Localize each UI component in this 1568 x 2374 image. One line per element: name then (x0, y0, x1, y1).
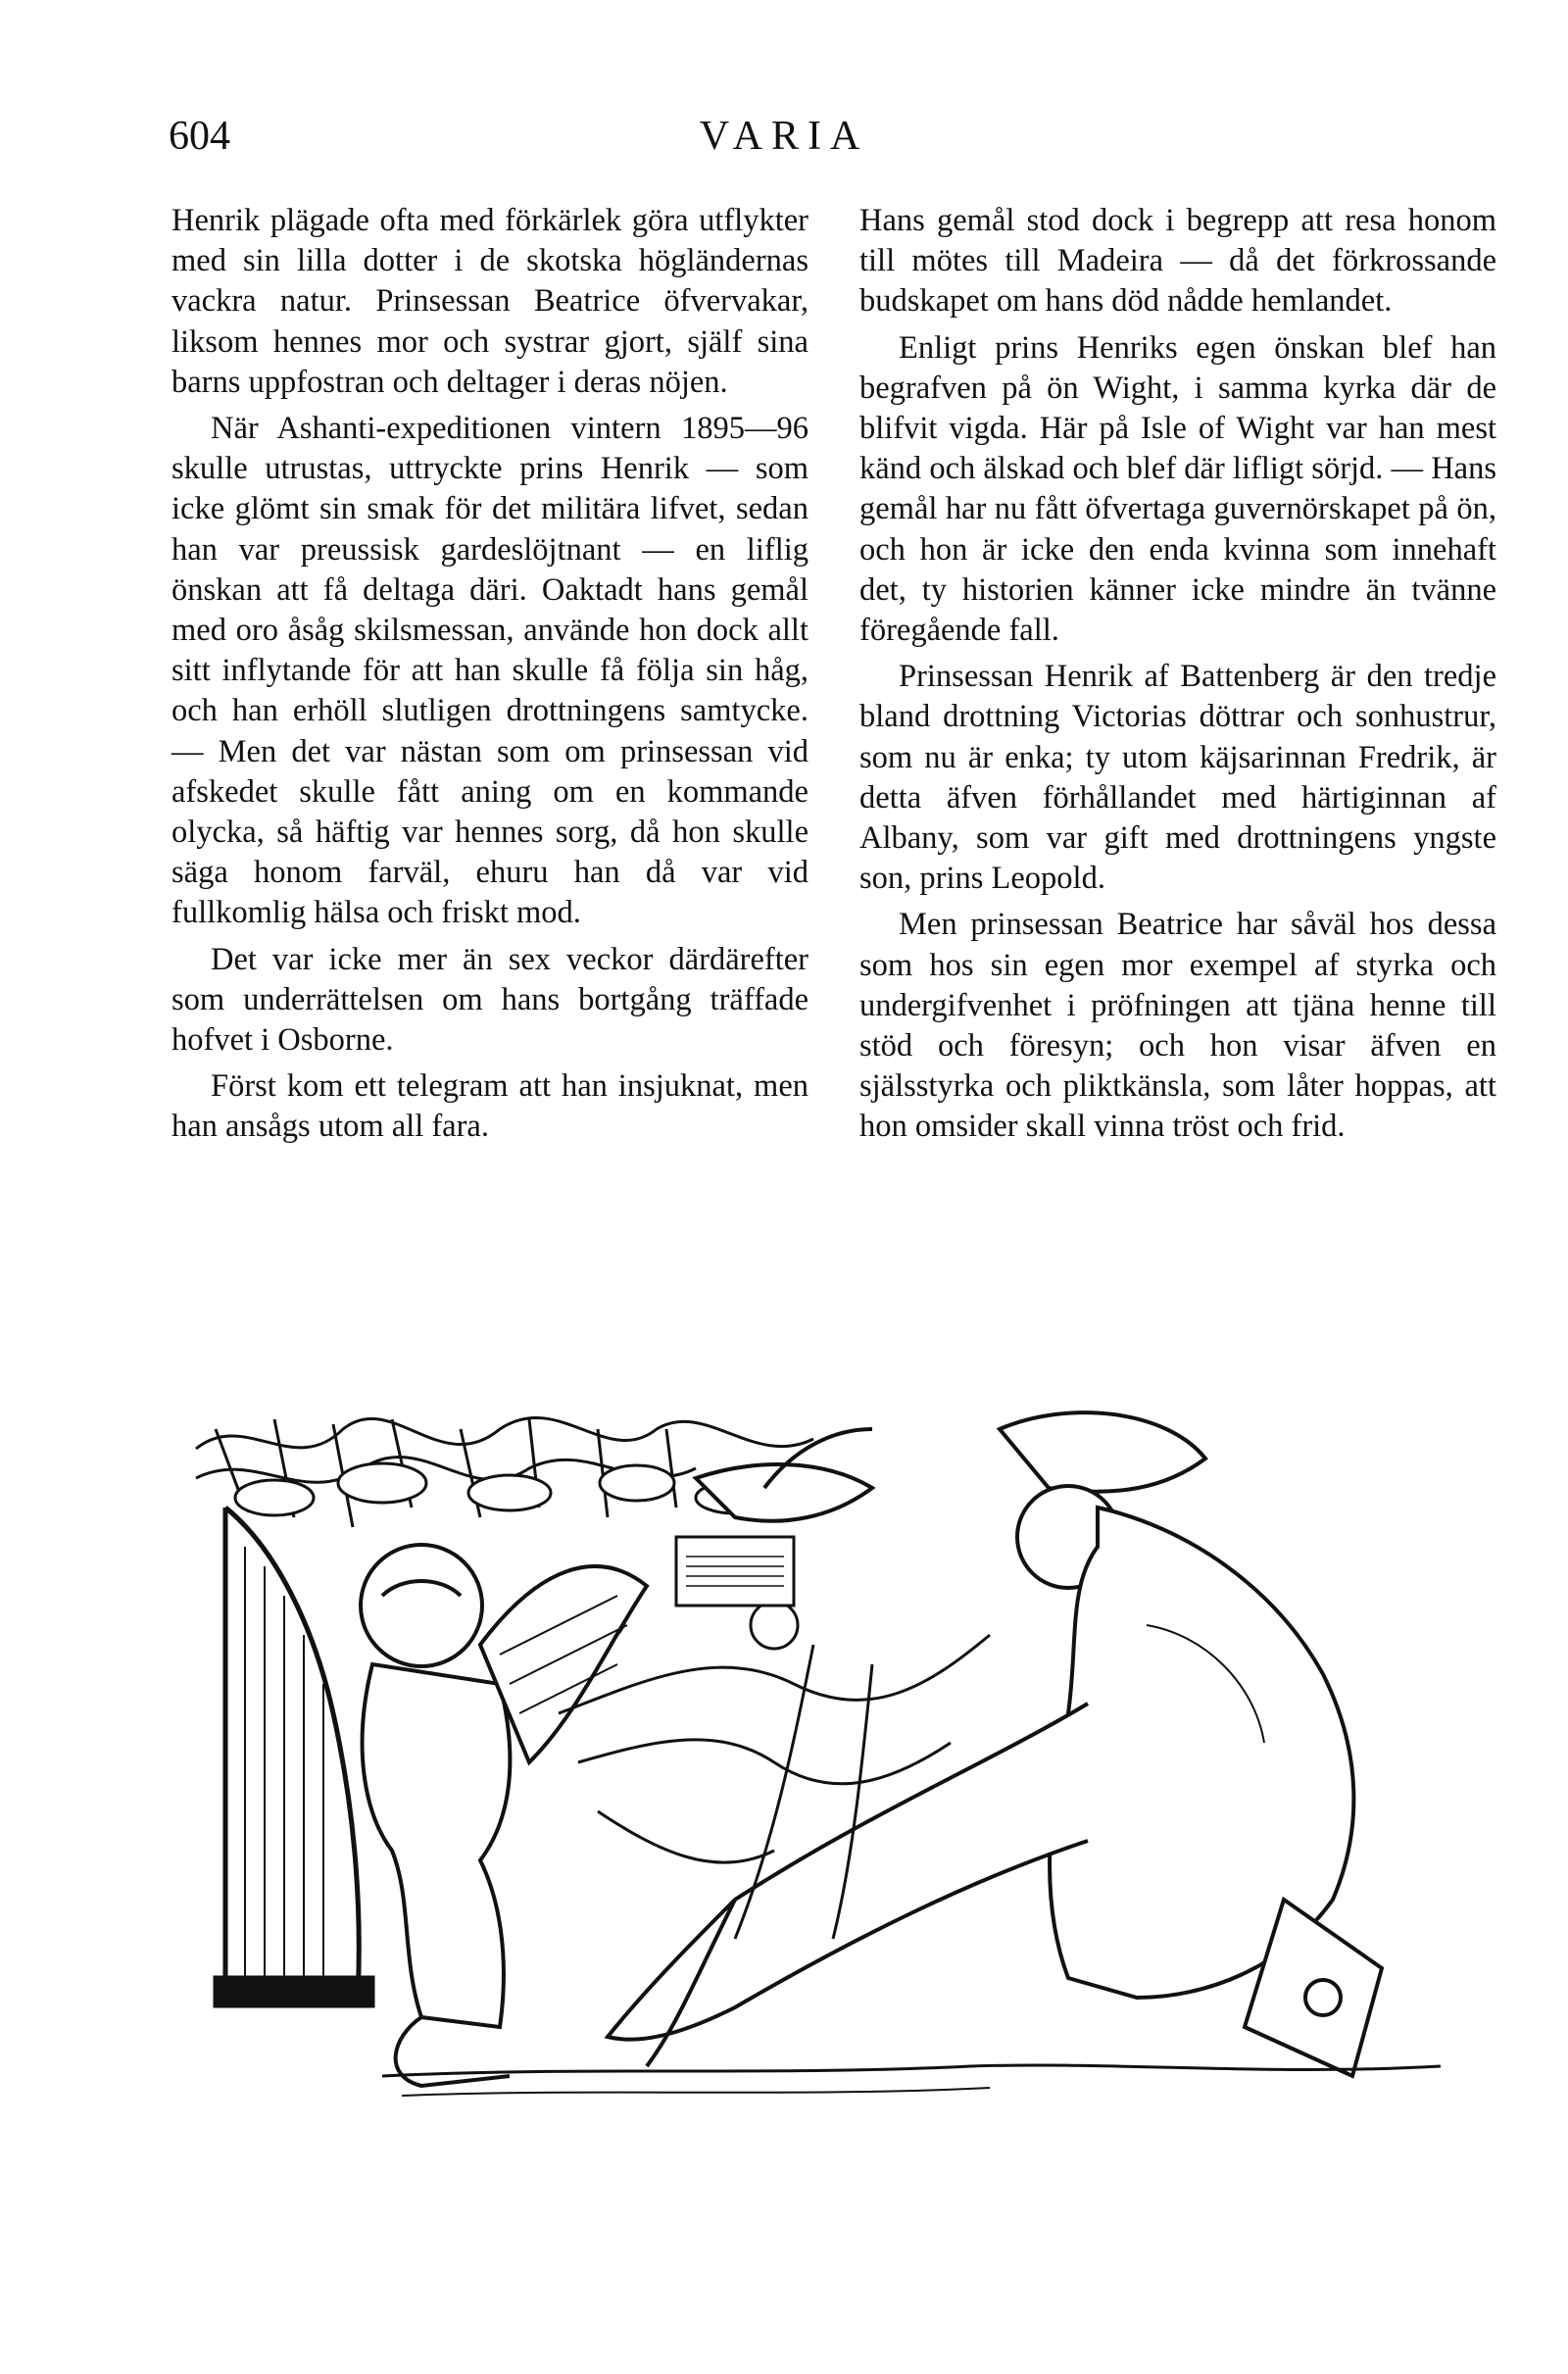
left-column (172, 201, 808, 1154)
music-sheet (676, 1537, 794, 1606)
harp (216, 1508, 372, 2005)
paragraph: När Ashanti-expeditionen vintern 1895—96 skulle utrustas, uttryckte prins Henrik — som icke glömt sin smak för det militära lifvet, sedan han var preussisk gardeslöjtnant — en liflig önskan att få deltaga däri. Oaktadt hans gemål med oro åsåg skilsmessan, använde hon dock allt sitt inflytande för att han skulle få följa sin håg, och han erhöll slutligen drottningens samtycke. — Men det var nästan som om prinsessan vid afskedet skulle fått aning om en kommande olycka, så häftig var hennes sorg, då hon skulle säga honom farväl, ehuru han då var vid fullkomlig hälsa och friskt mod. (172, 411, 808, 931)
running-head: VARIA (699, 114, 869, 159)
illustration-drawing (186, 1390, 1460, 2135)
paragraph: Enligt prins Henriks egen önskan blef han begrafven på ön Wight, i samma kyrka där de blifvit vigda. Här på Isle of Wight var han mest känd och älskad och blef där lifligt sörjd. — Hans gemål har nu fått öfvertaga guvernörskapet på ön, och hon är icke den enda kvinna som innehaft det, ty historien känner icke mindre än tvänne föregående fall. (859, 329, 1496, 649)
paragraph: Men prinsessan Beatrice har såväl hos dessa som hos sin egen mor exempel af styrka och undergifvenhet i pröfningen att tjäna henne till stöd och föresyn; och hon visar äfven en själsstyrka och pliktkänsla, som låter hoppas, att hon omsider skall vinna tröst och frid. (859, 907, 1496, 1145)
paragraph: Det var icke mer än sex veckor därdärefter som underrättelsen om hans bortgång träffade hofvet i Osborne. (172, 941, 808, 1059)
mourning-illustration (186, 1390, 1460, 2135)
paragraph: Hans gemål stod dock i begrepp att resa honom till mötes till Madeira — då det förkrossande budskapet om hans död nådde hemlandet. (859, 203, 1496, 320)
paragraph: Först kom ett telegram att han insjuknat, men han ansågs utom all fara. (172, 1068, 808, 1145)
dove (696, 1429, 872, 1521)
paragraph: Henrik plägade ofta med förkärlek göra utflykter med sin lilla dotter i de skotska högländernas vackra natur. Prinsessan Beatrice öfvervakar, liksom hennes mor och systrar gjort, själf sina barns uppfostran och deltager i deras nöjen. (172, 203, 808, 400)
right-column (859, 201, 1496, 1154)
ground (382, 2065, 1441, 2096)
page-number: 604 (169, 114, 230, 159)
paragraph: Prinsessan Henrik af Battenberg är den tredje bland drottning Victorias döttrar och sonhustrur, som nu är enka; ty utom käjsarinnan Fredrik, är detta äfven förhållandet med härtiginnan af Albany, som var gift med drottningens yngste son, prins Leopold. (859, 659, 1496, 897)
